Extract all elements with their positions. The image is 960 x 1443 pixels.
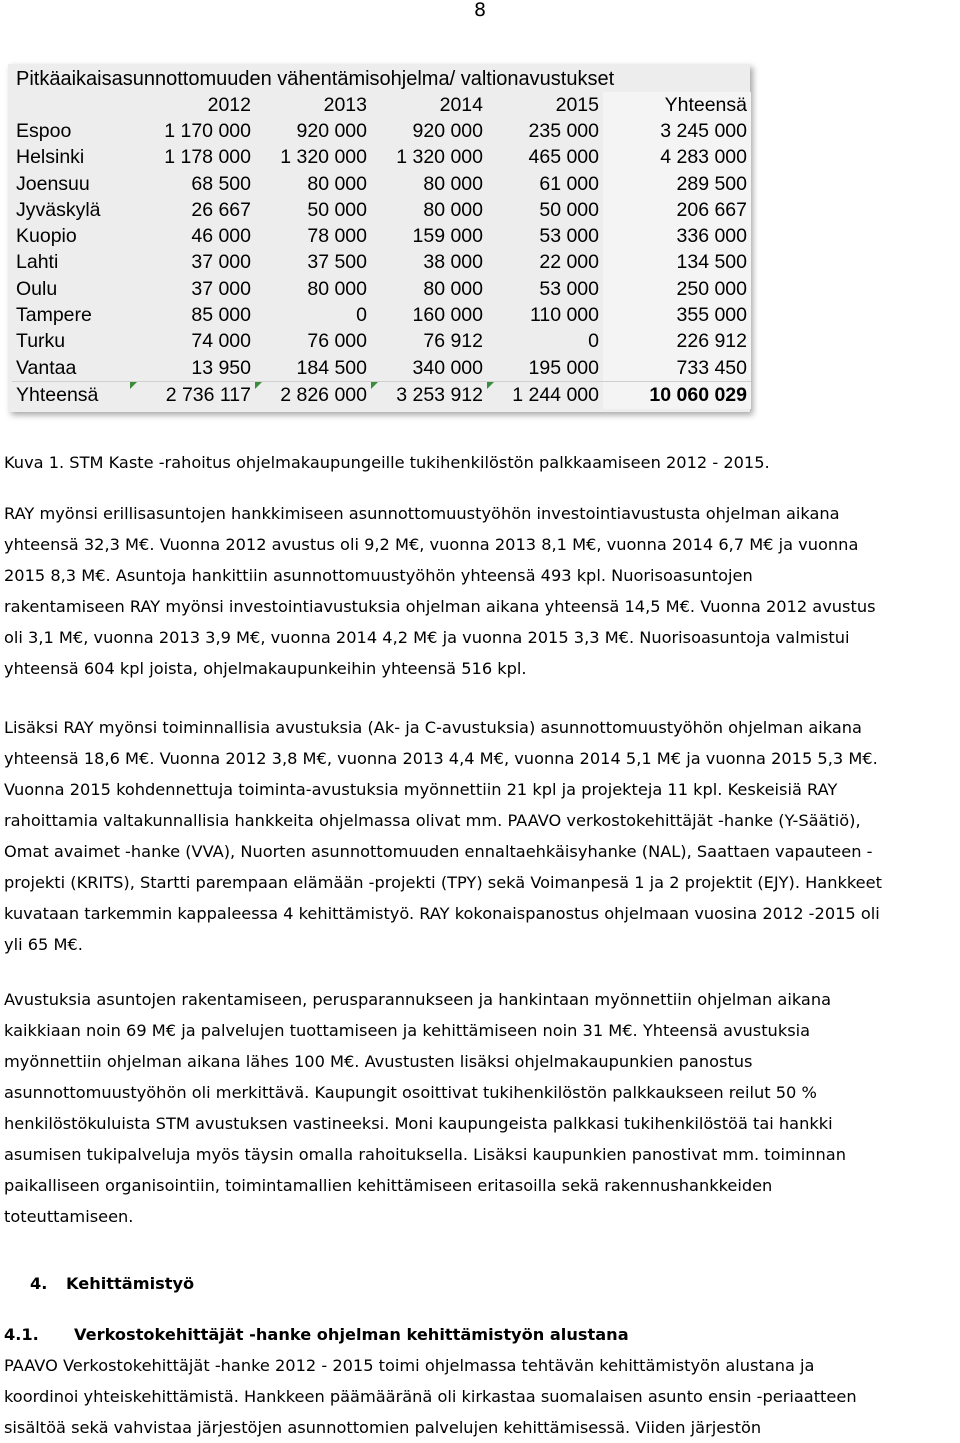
table-cell: 50 000 <box>307 198 367 221</box>
table-cell: 340 000 <box>412 356 483 379</box>
table-cell: 2 736 117 <box>130 382 255 409</box>
paragraph-total-grants <box>4 984 956 1232</box>
section-4-1-title: Verkostokehittäjät -hanke ohjelman kehittämistyön alustana <box>74 1325 629 1344</box>
table-cell: 37 000 <box>191 251 251 274</box>
row-label: Turku <box>16 330 66 353</box>
table-cell: 53 000 <box>539 225 599 248</box>
table-cell: 289 500 <box>603 171 751 197</box>
table-cell: 2015 <box>555 93 599 116</box>
paragraph-ray-investments <box>4 498 956 684</box>
text-line: yli 65 M€. <box>4 935 83 954</box>
text-line: PAAVO Verkostokehittäjät -hanke 2012 - 2015 toimi ohjelmassa tehtävän kehittämistyön alustana ja <box>4 1356 815 1375</box>
table-cell: 355 000 <box>603 302 751 328</box>
table-cell: 1 320 000 <box>396 146 483 169</box>
paragraph-ray-operational <box>4 712 956 960</box>
table-cell: 235 000 <box>528 119 599 142</box>
table-cell: 80 000 <box>423 172 483 195</box>
text-line: RAY myönsi erillisasuntojen hankkimiseen asunnottomuustyöhön investointiavustusta ohjelman aikana <box>4 504 840 523</box>
table-cell: 74 000 <box>191 330 251 353</box>
table-cell: 61 000 <box>539 172 599 195</box>
text-line: asunnottomuustyöhön oli merkittävä. Kaupungit osoittivat tukihenkilöstön palkkaukseen reilut 50 % <box>4 1083 817 1102</box>
table-cell: 3 245 000 <box>603 118 751 144</box>
table-cell: 1 170 000 <box>164 119 251 142</box>
table-total-row <box>12 382 751 409</box>
table-cell: 22 000 <box>539 251 599 274</box>
row-label: Joensuu <box>16 172 90 195</box>
text-line: projekti (KRITS), Startti parempaan elämään -projekti (TPY) sekä Voimanpesä 1 ja 2 projektit (EJY). Hankkeet <box>4 873 882 892</box>
table-cell: 80 000 <box>307 277 367 300</box>
text-line: 2015 8,3 M€. Asuntoja hankittiin asunnottomuustyöhön yhteensä 493 kpl. Nuorisoasuntojen <box>4 566 753 585</box>
table-cell: 110 000 <box>529 304 599 327</box>
row-label: Helsinki <box>16 146 85 169</box>
table-cell: 80 000 <box>307 172 367 195</box>
table-row <box>12 171 751 197</box>
section-4-1-number: 4.1. <box>4 1325 39 1344</box>
table-cell: 50 000 <box>539 198 599 221</box>
table-cell: 46 000 <box>191 225 251 248</box>
text-line: rahoittamia valtakunnallisia hankkeita ohjelmassa olivat mm. PAAVO verkostokehittäjät -hanke (Y-Säätiö), <box>4 811 861 830</box>
table-cell: 78 000 <box>307 225 367 248</box>
row-label: Jyväskylä <box>16 198 101 221</box>
table-cell: 80 000 <box>423 277 483 300</box>
row-label <box>12 92 130 118</box>
table-title: Pitkäaikaisasunnottomuuden vähentämisohjelma/ valtionavustukset <box>16 68 615 90</box>
text-line: Avustuksia asuntojen rakentamiseen, perusparannukseen ja hankintaan myönnettiin ohjelman aikana <box>4 990 832 1009</box>
table-cell: 13 950 <box>191 356 251 379</box>
table-row <box>12 250 751 276</box>
table-cell: 3 253 912 <box>371 382 487 409</box>
table-cell: 2014 <box>439 93 483 116</box>
figure-caption: Kuva 1. STM Kaste -rahoitus ohjelmakaupungeille tukihenkilöstön palkkaamiseen 2012 - 2015. <box>4 453 770 472</box>
table-cell: 38 000 <box>423 251 483 274</box>
table-cell: 2 826 000 <box>255 382 371 409</box>
table-row <box>12 118 751 144</box>
table-cell: 920 000 <box>296 119 367 142</box>
table-cell: 184 500 <box>296 356 367 379</box>
text-line: toteuttamiseen. <box>4 1207 134 1226</box>
text-line: henkilöstökuluista STM avustuksen vastineeksi. Moni kaupungeista palkkasi tukihenkilöstöä tai hankki <box>4 1114 833 1133</box>
table-cell: 76 912 <box>423 330 483 353</box>
table-cell: 920 000 <box>412 119 483 142</box>
row-label: Oulu <box>16 277 58 300</box>
table-row <box>12 223 751 249</box>
text-line: kuvataan tarkemmin kappaleessa 4 kehittämistyö. RAY kokonaispanostus ohjelmaan vuosina 2012 -2015 oli <box>4 904 880 923</box>
table-cell: 336 000 <box>603 223 751 249</box>
table-row <box>12 276 751 302</box>
table-cell: 733 450 <box>603 355 751 382</box>
table-cell: 134 500 <box>603 250 751 276</box>
text-line: Vuonna 2015 kohdennettuja toiminta-avustuksia myönnettiin 21 kpl ja projekteja 11 kpl. Keskeisiä RAY <box>4 780 838 799</box>
table-row <box>12 145 751 171</box>
table-cell: 37 500 <box>307 251 367 274</box>
table-cell: 0 <box>588 330 599 353</box>
table-row <box>12 302 751 328</box>
text-line: paikalliseen organisointiin, toimintamallien kehittämiseen eritasoilla sekä rakennushankkeiden <box>4 1176 773 1195</box>
table-cell: Yhteensä <box>603 92 751 118</box>
row-label: Vantaa <box>16 356 77 379</box>
table-cell: 10 060 029 <box>603 382 751 409</box>
grant-table <box>12 92 751 409</box>
row-label: Tampere <box>16 304 92 327</box>
text-line: oli 3,1 M€, vuonna 2013 3,9 M€, vuonna 2014 4,2 M€ ja vuonna 2015 3,3 M€. Nuorisoasuntoja valmistui <box>4 628 850 647</box>
table-row <box>12 197 751 223</box>
table-cell: 226 912 <box>603 329 751 355</box>
table-cell: 4 283 000 <box>603 145 751 171</box>
text-line: rakentamiseen RAY myönsi investointiavustuksia ohjelman aikana yhteensä 14,5 M€. Vuonna 2012 avustus <box>4 597 876 616</box>
table-cell: 195 000 <box>528 356 599 379</box>
text-line: yhteensä 18,6 M€. Vuonna 2012 3,8 M€, vuonna 2013 4,4 M€, vuonna 2014 5,1 M€ ja vuonna 2015 5,3 M€. <box>4 749 878 768</box>
row-label: Espoo <box>16 119 72 142</box>
text-line: kaikkiaan noin 69 M€ ja palvelujen tuottamiseen ja kehittämiseen noin 31 M€. Yhteensä avustuksia <box>4 1021 811 1040</box>
paragraph-paavo <box>4 1350 956 1443</box>
table-header-row <box>12 92 751 118</box>
table-cell: 1 320 000 <box>280 146 367 169</box>
table-cell: 160 000 <box>412 304 483 327</box>
row-label: Lahti <box>16 251 59 274</box>
table-cell: 250 000 <box>603 276 751 302</box>
table-cell: 0 <box>356 304 367 327</box>
table-cell: 68 500 <box>191 172 251 195</box>
row-label: Yhteensä <box>12 382 130 409</box>
text-line: Omat avaimet -hanke (VVA), Nuorten asunnottomuuden ennaltaehkäisyhanke (NAL), Saattaen vapauteen - <box>4 842 873 861</box>
table-cell: 76 000 <box>307 330 367 353</box>
table-cell: 26 667 <box>191 198 251 221</box>
table-cell: 465 000 <box>528 146 599 169</box>
section-4-number: 4. <box>30 1274 48 1293</box>
table-cell: 159 000 <box>412 225 483 248</box>
text-line: koordinoi yhteiskehittämistä. Hankkeen päämääränä oli kirkastaa suomalaisen asunto ensin -periaatteen <box>4 1387 857 1406</box>
table-row <box>12 355 751 382</box>
page-number: 8 <box>473 0 487 21</box>
table-cell: 1 244 000 <box>487 382 603 409</box>
table-cell: 37 000 <box>191 277 251 300</box>
section-4-title: Kehittämistyö <box>66 1274 195 1293</box>
table-cell: 2012 <box>207 93 251 116</box>
text-line: sisältöä sekä vahvistaa järjestöjen asunnottomien palvelujen kehittämisessä. Viiden järjestön <box>4 1418 762 1437</box>
text-line: asumisen tukipalveluja myös täysin omalla rahoituksella. Lisäksi kaupunkien panostivat mm. toiminnan <box>4 1145 846 1164</box>
text-line: yhteensä 604 kpl joista, ohjelmakaupunkeihin yhteensä 516 kpl. <box>4 659 527 678</box>
table-cell: 2013 <box>323 93 367 116</box>
row-label: Kuopio <box>16 225 77 248</box>
table-cell: 80 000 <box>423 198 483 221</box>
table-cell: 206 667 <box>603 197 751 223</box>
table-cell: 85 000 <box>191 304 251 327</box>
table-cell: 53 000 <box>539 277 599 300</box>
text-line: yhteensä 32,3 M€. Vuonna 2012 avustus oli 9,2 M€, vuonna 2013 8,1 M€, vuonna 2014 6,7 M€ ja vuonna <box>4 535 859 554</box>
table-row <box>12 329 751 355</box>
table-cell: 1 178 000 <box>164 146 251 169</box>
text-line: Lisäksi RAY myönsi toiminnallisia avustuksia (Ak- ja C-avustuksia) asunnottomuustyöhön ohjelman aikana <box>4 718 862 737</box>
text-line: myönnettiin ohjelman aikana lähes 100 M€. Avustusten lisäksi ohjelmakaupunkien panostus <box>4 1052 753 1071</box>
